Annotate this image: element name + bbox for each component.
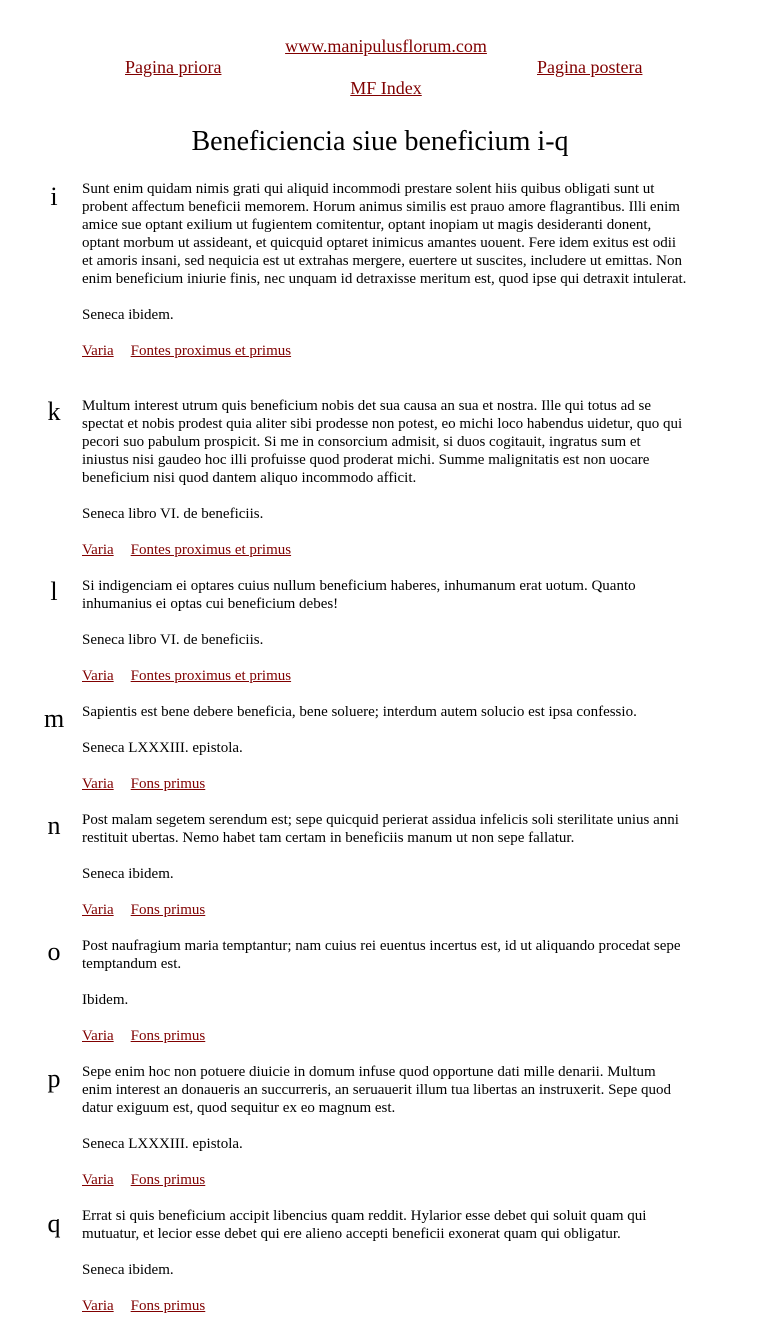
varia-link[interactable]: Varia [82,1172,114,1188]
entry-source: Seneca LXXXIII. epistola. [82,1136,243,1152]
fontes-link[interactable]: Fontes proximus et primus [130,668,292,684]
next-page-link[interactable]: Pagina postera [537,57,643,77]
entry-body [82,1207,687,1315]
entry-letter: m [44,704,65,733]
entry-links [82,1171,687,1189]
entry-text: Multum interest utrum quis beneficium nobis det sua causa an sua et nostra. Ille qui totus ad se spectat et nobis prodest quia aliter sibi prodesse non potest, eo michi loco habendus uidetur, quo qui pecori suo pabulum prospicit. Si me in consorcium admisit, si duos cogitauit, ingratus sum et iniustus nisi gaudeo hoc illi profuisse quod proderat michi. Summe malignitatis est non uocare beneficium nisi quod dantem aliquo incommodo afficit. [82,398,683,486]
prev-page-link[interactable]: Pagina priora [125,57,222,77]
entry-letter: k [47,397,61,426]
entry-links [82,901,687,919]
entry-source: Seneca ibidem. [82,1262,174,1278]
entry-links [82,1027,687,1045]
fons-link[interactable]: Fons primus [130,902,206,918]
next-page-row [537,56,642,78]
fons-link[interactable]: Fons primus [130,1298,206,1314]
site-home-link[interactable]: www.manipulusflorum.com [285,36,487,56]
entry-source: Seneca libro VI. de beneficiis. [82,506,264,522]
entry-links [82,342,687,360]
entry-letter: n [47,811,61,840]
entry-source: Ibidem. [82,992,129,1008]
entry-body [82,1063,687,1189]
entry-body [82,937,687,1045]
entry-source: Seneca ibidem. [82,307,174,323]
entry-text: Sepe enim hoc non potuere diuicie in domum infuse quod opportune dati mille denarii. Multum enim interest an donaueris an succurreris, an seruauerit illum tua libertas an instruxerit. Sepe quod datur exiguum est, quod sequitur ex eo magnum est. [82,1064,671,1116]
entry-letter: o [47,937,61,966]
varia-link[interactable]: Varia [82,542,114,558]
entry-text: Errat si quis beneficium accipit libencius quam reddit. Hylarior esse debet qui soluit quam qui mutuatur, et lecior esse debet qui ere alieno accepti beneficii exonerat quam qui obligatur. [82,1208,647,1242]
entry-links [82,775,687,793]
fontes-link[interactable]: Fontes proximus et primus [130,343,292,359]
entry-body [82,180,687,360]
entry-text: Sapientis est bene debere beneficia, bene soluere; interdum autem solucio est ipsa confessio. [82,704,637,720]
entry-text: Si indigenciam ei optares cuius nullum beneficium haberes, inhumanum erat uotum. Quanto inhumanius ei optas cui beneficium debes! [82,578,636,612]
entry-body [82,811,687,919]
fons-link[interactable]: Fons primus [130,1028,206,1044]
fons-link[interactable]: Fons primus [130,776,206,792]
entry-links [82,541,687,559]
prev-page-row [125,56,221,78]
entry-body [82,703,687,793]
index-link-row [0,77,768,99]
site-link-row [0,35,768,57]
entry-body [82,577,687,685]
entry-text: Sunt enim quidam nimis grati qui aliquid incommodi prestare solent hiis quibus obligati sunt ut probent affectum beneficii memorem. Horum animus similis est prauo amore flagrantibus. Illi enim amice sue optant exilium ut fugientem comitentur, optant inopiam ut magis desideranti donent, optant morbum ut assideant, et quicquid optaret inimicus amantes uouent. Fere idem exitus est odii et amoris insani, sed nequicia est ut extrahas mergere, euertere ut suscites, includere ut emittas. Non enim beneficium iniurie finis, nec unquam id detraxisse meritum est, quod ipse qui detraxit intulerat. [82,181,687,287]
mf-index-link[interactable]: MF Index [350,78,422,98]
entry-letter: i [50,182,58,211]
entry-text: Post malam segetem serendum est; sepe quicquid perierat assidua infelicis soli sterilitate unius anni restituit ubertas. Nemo habet tam certam in beneficiis manum ut non sepe fallatur. [82,812,679,846]
varia-link[interactable]: Varia [82,1028,114,1044]
entry-source: Seneca ibidem. [82,866,174,882]
varia-link[interactable]: Varia [82,776,114,792]
varia-link[interactable]: Varia [82,902,114,918]
page-title: Beneficiencia siue beneficium i-q [191,126,569,157]
entry-letter: p [47,1064,61,1093]
varia-link[interactable]: Varia [82,668,114,684]
entry-source: Seneca LXXXIII. epistola. [82,740,243,756]
entry-links [82,1297,687,1315]
entry-body [82,397,687,559]
entry-links [82,667,687,685]
entry-letter: q [47,1209,61,1238]
varia-link[interactable]: Varia [82,343,114,359]
varia-link[interactable]: Varia [82,1298,114,1314]
fontes-link[interactable]: Fontes proximus et primus [130,542,292,558]
fons-link[interactable]: Fons primus [130,1172,206,1188]
entry-source: Seneca libro VI. de beneficiis. [82,632,264,648]
entry-letter: l [50,577,58,606]
entry-text: Post naufragium maria temptantur; nam cuius rei euentus incertus est, id ut aliquando procedat sepe temptandum est. [82,938,681,972]
